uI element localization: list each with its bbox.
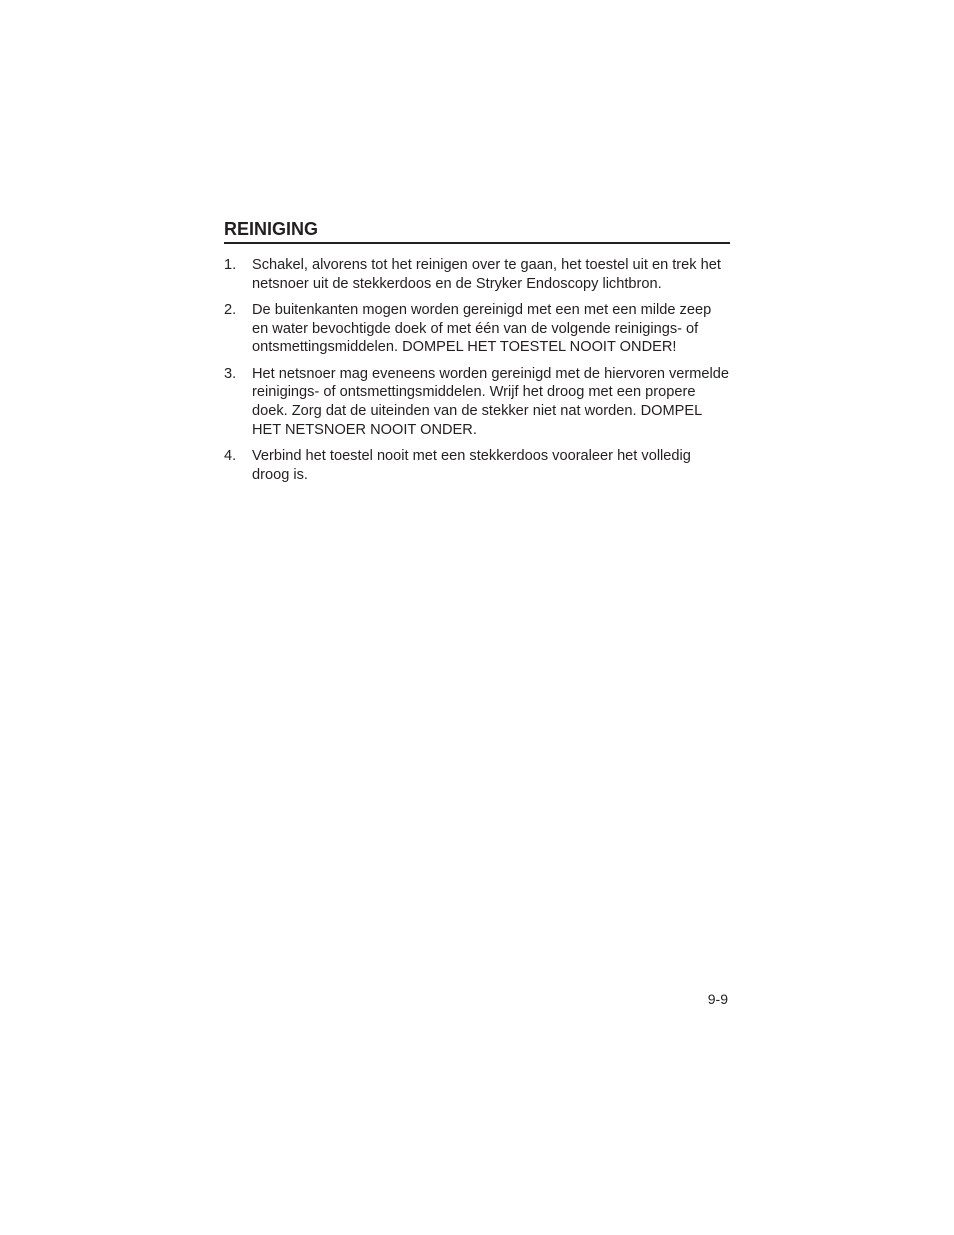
step-text: Verbind het toestel nooit met een stekkerdoos vooraleer het volledig droog is. xyxy=(252,447,691,483)
page-number: 9-9 xyxy=(707,991,728,1007)
step-text: De buitenkanten mogen worden gereinigd met een met een milde zeep en water bevochtigde doek of met één van de volgende reinigings- of ontsmettingsmiddelen. DOMPEL HET TOESTEL NOOIT ONDER! xyxy=(252,301,712,356)
list-item xyxy=(224,301,730,357)
section-heading: REINIGING xyxy=(224,218,730,244)
list-item xyxy=(224,256,730,293)
step-number: 4. xyxy=(224,447,237,464)
list-item xyxy=(224,447,730,484)
step-text: Schakel, alvorens tot het reinigen over te gaan, het toestel uit en trek het netsnoer uit de stekkerdoos en de Stryker Endoscopy lichtbron. xyxy=(252,257,721,292)
step-number: 2. xyxy=(224,301,237,318)
list-item xyxy=(224,365,730,440)
step-number: 1. xyxy=(224,257,237,273)
cleaning-section xyxy=(224,218,730,492)
step-text: Het netsnoer mag eveneens worden gereinigd met de hiervoren vermelde reinigings- of ontsmettingsmiddelen. Wrijf het droog met een propere doek. Zorg dat de uiteinden van de stekker niet nat worden. DOMPEL HET NETSNOER NOOIT ONDER. xyxy=(252,365,730,438)
cleaning-steps-list xyxy=(224,256,730,484)
step-number: 3. xyxy=(224,365,237,382)
